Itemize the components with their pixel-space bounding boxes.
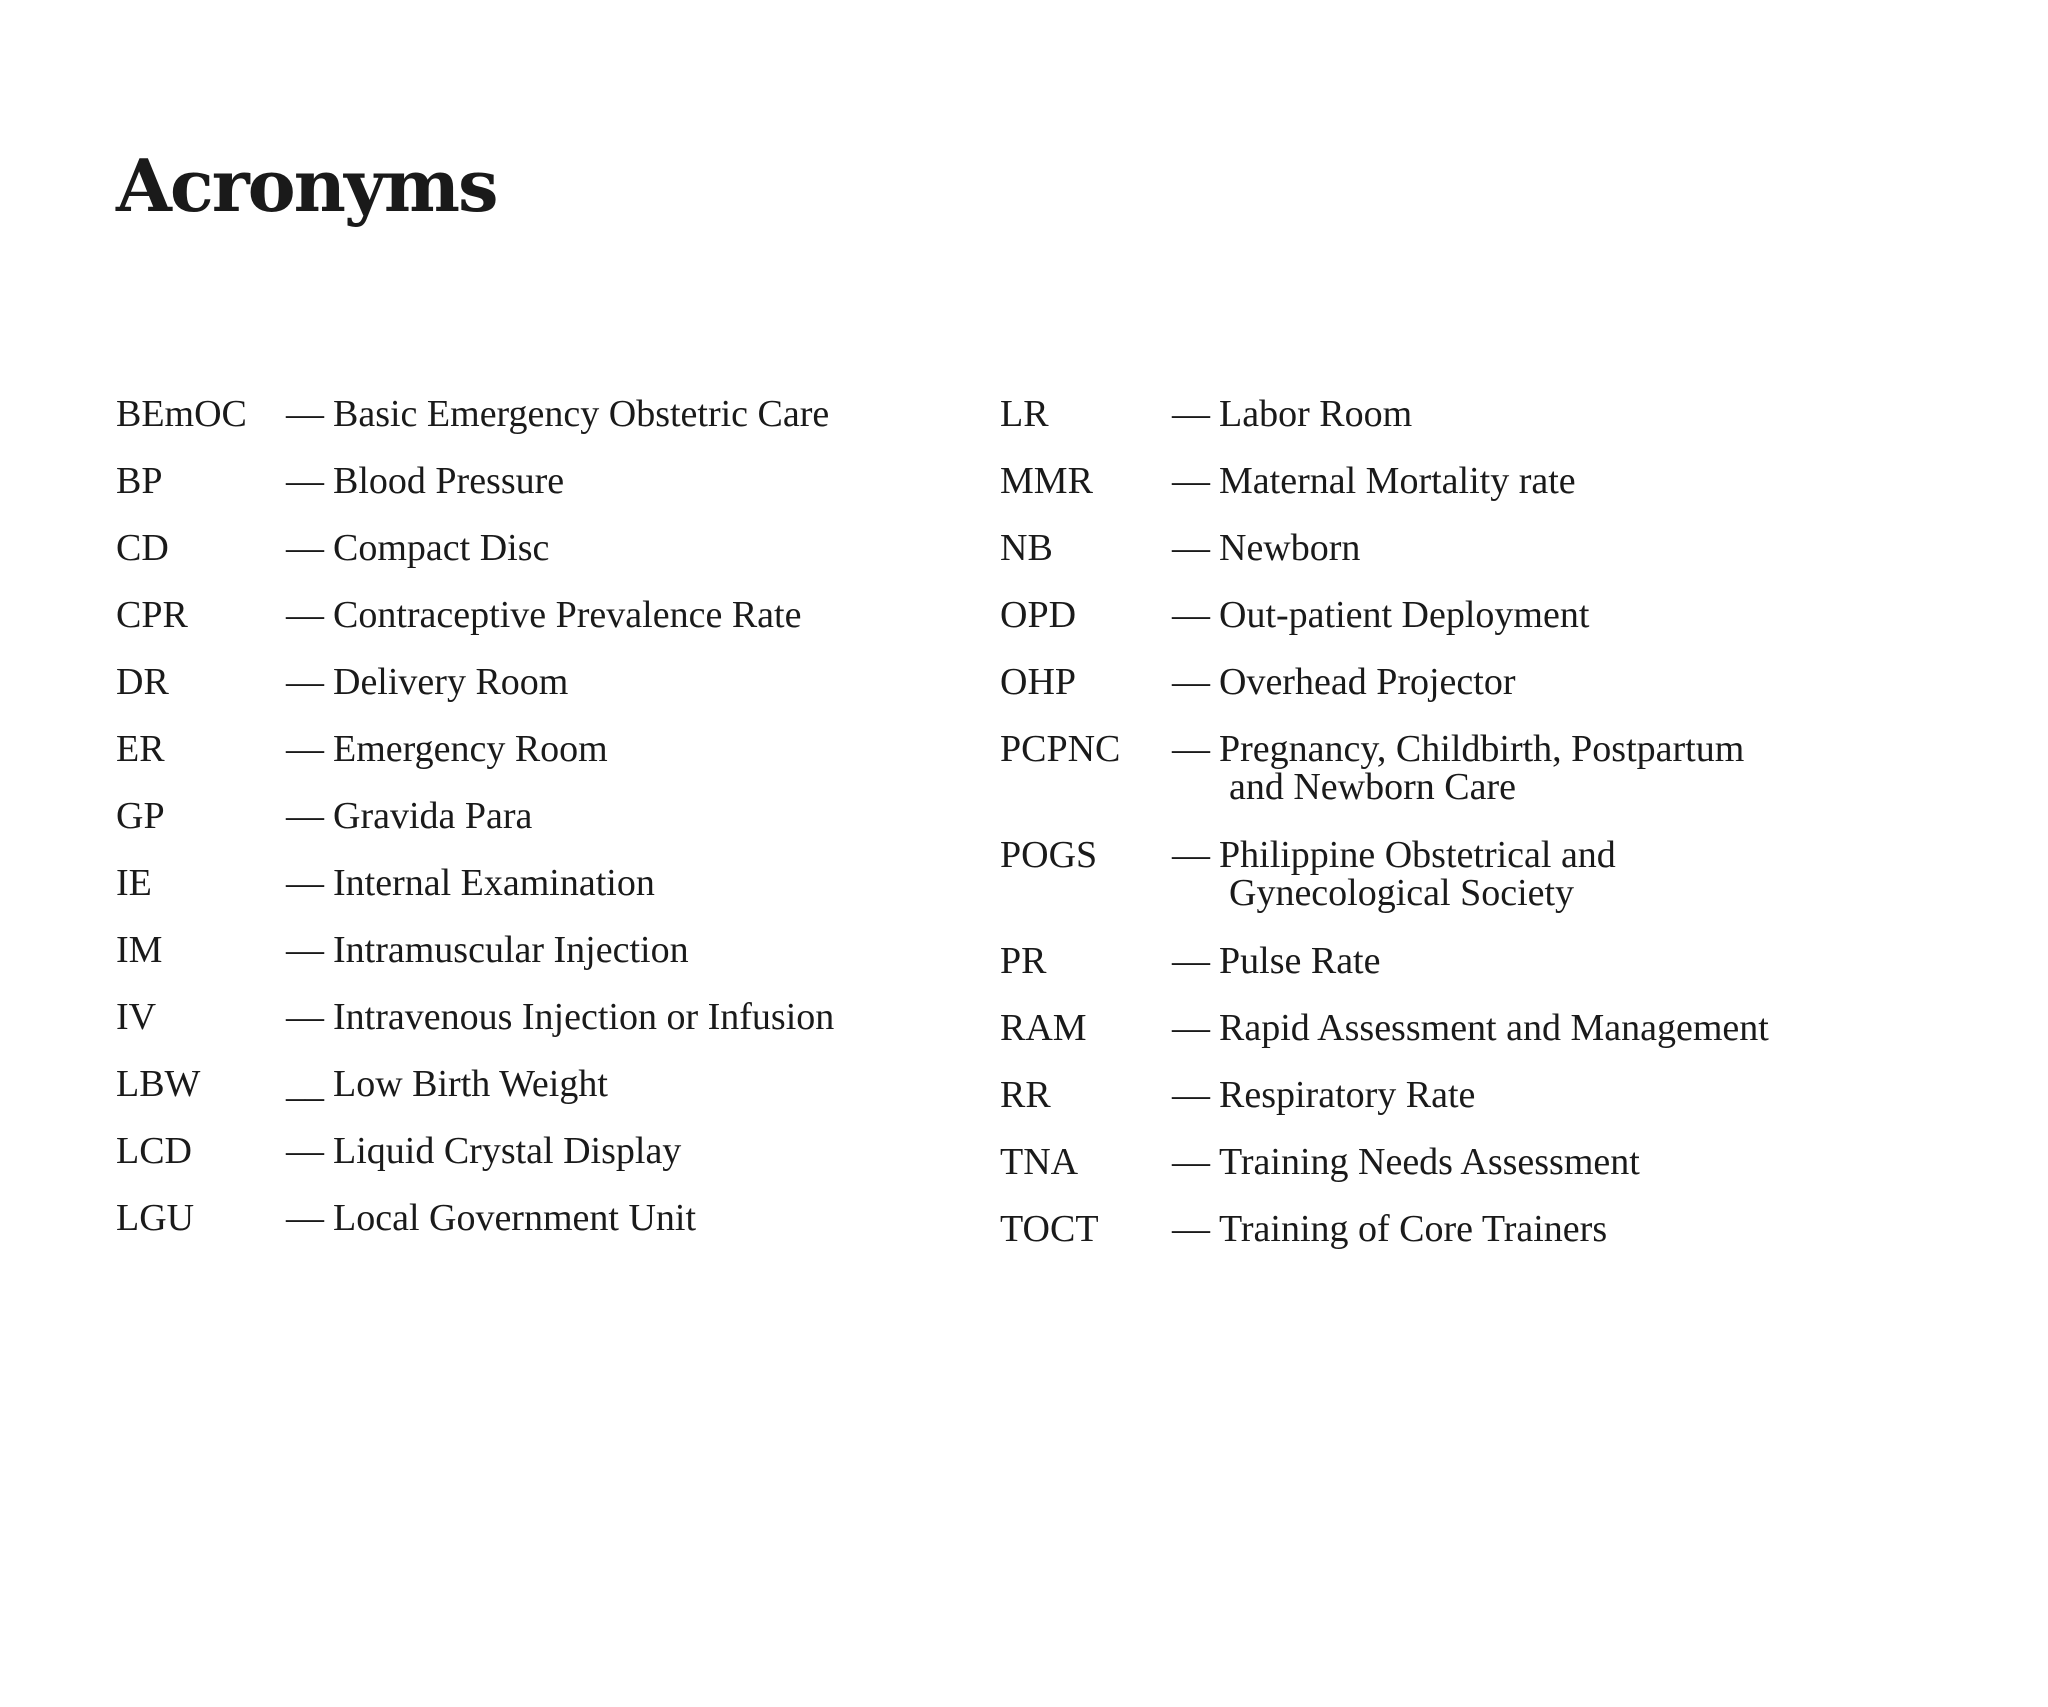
definition-line: Pregnancy, Childbirth, Postpartum bbox=[1219, 728, 1745, 770]
acronym-dash: — bbox=[1172, 393, 1210, 435]
definition-line: Gravida Para bbox=[333, 795, 533, 837]
definition-line: Training Needs Assessment bbox=[1219, 1141, 1640, 1183]
acronym-definition bbox=[1219, 596, 1589, 634]
acronym-dash: — bbox=[286, 594, 324, 636]
acronym-dash: — bbox=[1172, 661, 1210, 703]
definition-line: Local Government Unit bbox=[333, 1197, 697, 1239]
definition-line: Training of Core Trainers bbox=[1219, 1208, 1608, 1250]
definition-line: Pulse Rate bbox=[1219, 940, 1381, 982]
acronym-abbreviation: IE bbox=[116, 862, 152, 904]
acronym-dash: — bbox=[1172, 460, 1210, 502]
acronym-abbreviation: MMR bbox=[1000, 460, 1093, 502]
acronym-abbreviation: RR bbox=[1000, 1074, 1051, 1116]
acronym-dash: — bbox=[286, 1197, 324, 1239]
acronym-definition bbox=[333, 395, 829, 433]
acronym-abbreviation: BP bbox=[116, 460, 163, 502]
acronym-abbreviation: TOCT bbox=[1000, 1208, 1099, 1250]
acronym-definition bbox=[333, 596, 801, 634]
acronym-dash: — bbox=[286, 393, 324, 435]
definition-line: and Newborn Care bbox=[1229, 766, 1517, 808]
definition-line: Low Birth Weight bbox=[333, 1063, 608, 1105]
acronym-definition bbox=[1219, 1076, 1475, 1114]
definition-line: Philippine Obstetrical and bbox=[1219, 834, 1616, 876]
acronym-definition bbox=[333, 998, 834, 1036]
acronym-definition bbox=[333, 462, 564, 500]
acronym-definition bbox=[1219, 1143, 1640, 1181]
acronym-abbreviation: TNA bbox=[1000, 1141, 1079, 1183]
acronym-dash: — bbox=[286, 929, 324, 971]
acronym-abbreviation: CD bbox=[116, 527, 169, 569]
acronym-abbreviation: NB bbox=[1000, 527, 1053, 569]
acronym-abbreviation: DR bbox=[116, 661, 169, 703]
definition-line: Labor Room bbox=[1219, 393, 1413, 435]
acronym-definition bbox=[333, 1199, 696, 1237]
acronym-dash: — bbox=[1172, 1208, 1210, 1250]
definition-line: Delivery Room bbox=[333, 661, 569, 703]
acronym-abbreviation: LBW bbox=[116, 1063, 201, 1105]
acronym-definition bbox=[1219, 462, 1576, 500]
definition-line: Maternal Mortality rate bbox=[1219, 460, 1576, 502]
acronym-definition bbox=[333, 730, 608, 768]
acronym-abbreviation: IV bbox=[116, 996, 157, 1038]
acronym-dash: — bbox=[286, 527, 324, 569]
acronym-abbreviation: IM bbox=[116, 929, 163, 971]
acronym-dash: — bbox=[286, 661, 324, 703]
acronym-dash: — bbox=[1172, 1074, 1210, 1116]
acronym-definition bbox=[333, 663, 568, 701]
definition-line: Rapid Assessment and Management bbox=[1219, 1007, 1769, 1049]
acronym-dash: — bbox=[286, 795, 324, 837]
acronym-dash: — bbox=[1172, 728, 1210, 770]
acronym-definition bbox=[333, 931, 689, 969]
acronym-dash: — bbox=[286, 1130, 324, 1172]
acronym-abbreviation: RAM bbox=[1000, 1007, 1087, 1049]
acronym-definition bbox=[1219, 730, 1744, 806]
acronym-definition bbox=[333, 1132, 681, 1170]
acronym-definition bbox=[1219, 529, 1360, 567]
acronym-definition bbox=[333, 864, 655, 902]
acronym-abbreviation: PR bbox=[1000, 940, 1047, 982]
acronym-dash: — bbox=[1172, 594, 1210, 636]
definition-line: Contraceptive Prevalence Rate bbox=[333, 594, 802, 636]
definition-line: Basic Emergency Obstetric Care bbox=[333, 393, 830, 435]
definition-line: Emergency Room bbox=[333, 728, 608, 770]
acronym-definition bbox=[1219, 942, 1380, 980]
acronym-abbreviation: ER bbox=[116, 728, 165, 770]
definition-line: Internal Examination bbox=[333, 862, 655, 904]
page-title: Acronyms bbox=[116, 143, 497, 228]
acronym-abbreviation: OHP bbox=[1000, 661, 1077, 703]
acronym-abbreviation: OPD bbox=[1000, 594, 1077, 636]
acronym-abbreviation: POGS bbox=[1000, 834, 1098, 876]
acronym-dash: — bbox=[1172, 834, 1210, 876]
definition-line: Overhead Projector bbox=[1219, 661, 1516, 703]
acronym-definition bbox=[1219, 1210, 1607, 1248]
definition-line: Blood Pressure bbox=[333, 460, 565, 502]
acronym-dash: — bbox=[1172, 527, 1210, 569]
definition-line: Intramuscular Injection bbox=[333, 929, 689, 971]
acronym-abbreviation: LCD bbox=[116, 1130, 192, 1172]
acronym-dash: — bbox=[1172, 1007, 1210, 1049]
acronym-definition bbox=[333, 1065, 608, 1103]
acronym-abbreviation: LR bbox=[1000, 393, 1049, 435]
definition-line: Out-patient Deployment bbox=[1219, 594, 1590, 636]
acronym-definition bbox=[1219, 1009, 1769, 1047]
acronym-dash: __ bbox=[286, 1063, 324, 1105]
definition-line: Liquid Crystal Display bbox=[333, 1130, 682, 1172]
acronym-abbreviation: BEmOC bbox=[116, 393, 247, 435]
definition-line: Gynecological Society bbox=[1229, 872, 1575, 914]
acronym-dash: — bbox=[1172, 940, 1210, 982]
acronym-dash: — bbox=[286, 728, 324, 770]
acronym-abbreviation: PCPNC bbox=[1000, 728, 1121, 770]
acronym-dash: — bbox=[286, 862, 324, 904]
definition-line: Compact Disc bbox=[333, 527, 550, 569]
acronym-definition bbox=[1219, 663, 1516, 701]
acronym-definition bbox=[333, 797, 532, 835]
acronym-abbreviation: LGU bbox=[116, 1197, 195, 1239]
acronym-abbreviation: CPR bbox=[116, 594, 188, 636]
definition-line: Newborn bbox=[1219, 527, 1361, 569]
acronym-definition bbox=[1219, 395, 1412, 433]
definition-line: Respiratory Rate bbox=[1219, 1074, 1476, 1116]
acronym-abbreviation: GP bbox=[116, 795, 165, 837]
acronym-definition bbox=[1219, 836, 1616, 912]
definition-line: Intravenous Injection or Infusion bbox=[333, 996, 835, 1038]
acronym-dash: — bbox=[286, 996, 324, 1038]
acronym-definition bbox=[333, 529, 549, 567]
acronym-dash: — bbox=[1172, 1141, 1210, 1183]
acronym-dash: — bbox=[286, 460, 324, 502]
